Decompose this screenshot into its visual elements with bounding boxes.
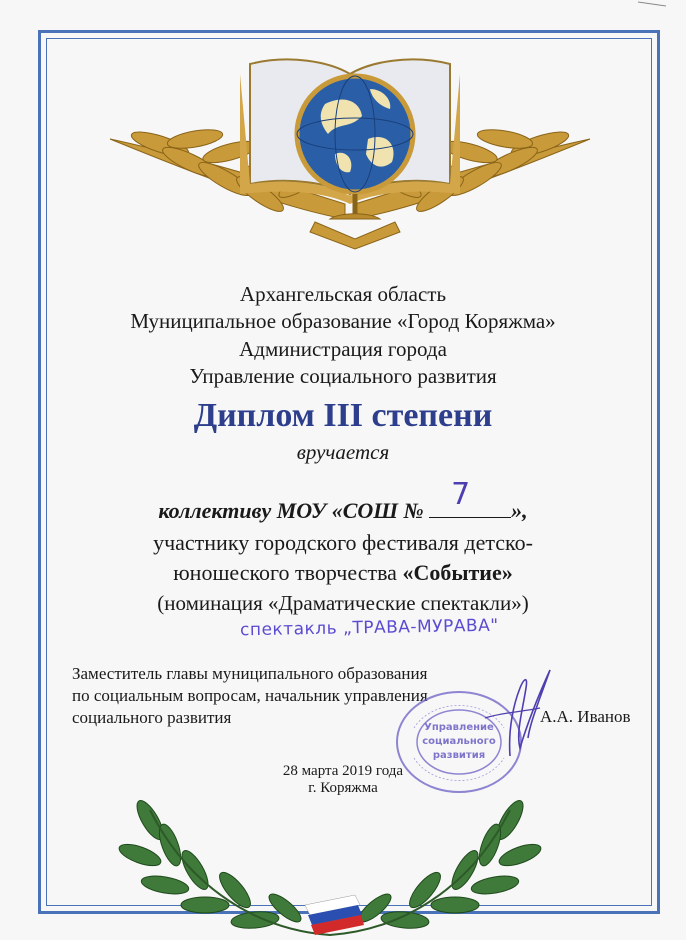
festival-text: юношеского творчества xyxy=(173,560,403,585)
recipient-suffix: », xyxy=(511,498,528,523)
department-line: Управление социального развития xyxy=(189,364,497,388)
signer-title-line-2: по социальным вопросам, начальник управления xyxy=(72,686,428,705)
play-title-handwritten: спектакль „ТРАВА-МУРАВА" xyxy=(239,615,499,641)
municipality-line: Муниципальное образование «Город Коряжма» xyxy=(130,309,556,333)
stamp-text-1: Управление xyxy=(424,722,494,733)
issue-date: 28 марта 2019 года xyxy=(282,763,404,779)
festival-name: «Событие» xyxy=(402,560,513,585)
issue-place: г. Коряжма xyxy=(308,780,378,796)
school-number-blank xyxy=(429,477,511,518)
recipient-prefix: коллективу МОУ «СОШ № xyxy=(158,498,424,523)
signer-block xyxy=(72,663,428,729)
corner-staple-mark xyxy=(636,0,670,20)
diploma-title: Диплом III степени xyxy=(193,397,493,434)
globe-book-emblem xyxy=(100,44,600,254)
administration-line: Администрация города xyxy=(239,337,447,361)
recipient-line xyxy=(0,477,686,524)
signer-title-line-3: социального развития xyxy=(72,708,232,727)
nomination-line: (номинация «Драматические спектакли») xyxy=(157,591,529,615)
school-number-handwritten: 7 xyxy=(451,477,471,512)
region-line: Архангельская область xyxy=(239,282,447,306)
stamp-text-2: социального xyxy=(422,736,496,747)
awarded-label: вручается xyxy=(296,440,390,464)
signer-name: А.А. Иванов xyxy=(540,707,631,726)
laurel-wreath-ribbon xyxy=(110,790,550,940)
festival-line-1: участнику городского фестиваля детско- xyxy=(153,530,533,555)
stamp-text-3: развития xyxy=(432,750,486,761)
festival-line-2 xyxy=(0,560,686,586)
signer-title-line-1: Заместитель главы муниципального образования xyxy=(72,664,428,683)
